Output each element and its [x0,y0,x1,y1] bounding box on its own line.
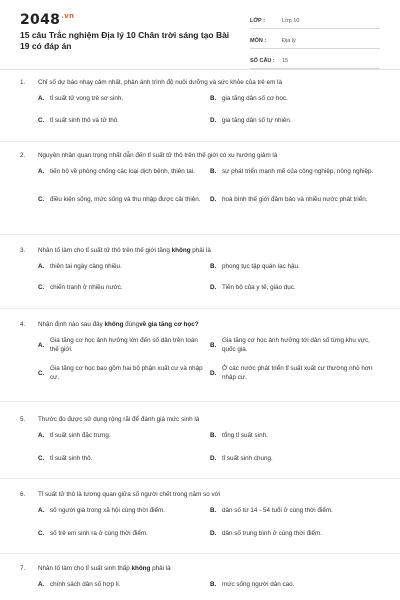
meta-label: MÔN : [250,38,267,44]
question-text [20,564,380,573]
option-letter: C. [38,455,45,462]
question-5 [20,415,380,462]
option-c[interactable] [38,116,119,125]
option-letter: D. [210,530,217,537]
option-letter: A. [38,581,45,588]
question-text-emphasis: không [104,321,124,328]
option-text: điều kiện sống, mức sống và thu nhập được cải thiện. [50,196,201,203]
option-a[interactable] [38,262,122,271]
option-text: số trẻ em sinh ra ở cùng thời điểm. [50,530,148,537]
question-divider [0,308,400,309]
option-d[interactable] [210,283,296,292]
question-text-pre: Nhận định nào sau đây [38,321,105,328]
question-number: 7. [20,565,26,572]
question-body: Thước đo được sử dụng rộng rãi để đánh giá mức sinh là [38,416,200,423]
option-letter: A. [38,341,45,349]
option-d[interactable] [210,454,273,463]
option-text: Gia tăng cơ học ảnh hưởng lớn đến số dân trên toàn thế giới. [50,337,198,353]
question-divider [0,141,400,142]
option-text: tỉ suất sinh thô. [50,455,93,462]
option-text: chiến tranh ở nhiều nước. [50,284,123,291]
question-number: 3. [20,247,26,254]
option-letter: C. [38,284,45,291]
option-text: mức sống người dân cao. [222,581,295,588]
question-divider [0,401,400,402]
option-letter: B. [210,581,217,588]
option-b[interactable] [210,167,375,176]
question-text [20,415,380,424]
question-divider [0,553,400,554]
option-d[interactable] [210,529,322,538]
option-letter: A. [38,263,45,270]
option-text: tổng tỉ suất sinh. [222,432,268,439]
option-letter: D. [210,117,217,124]
option-b[interactable] [210,336,375,354]
option-text: Tiến bộ của y tế, giáo dục. [222,284,296,291]
question-text [20,246,380,255]
option-text: gia tăng dân số tự nhiên. [222,117,292,124]
logo-main: 2048 [20,12,61,28]
meta-label: SỐ CÂU : [250,58,275,64]
question-text-post: phải là [190,247,211,254]
question-body [38,246,211,255]
question-text-post: phải là [150,565,171,572]
option-text: tỉ suất sinh thô và tử thô. [50,117,119,124]
option-text: Ở các nước phát triển tỉ suất xuất cư thường nhỏ hơn nhập cư. [222,365,373,381]
option-c[interactable] [38,283,123,292]
option-letter: A. [38,168,45,175]
option-text: dân số từ 14 - 54 tuổi ở cùng thời điểm. [222,507,333,514]
option-letter: B. [210,95,217,102]
option-letter: D. [210,284,217,291]
option-b[interactable] [210,262,300,271]
meta-row-subject [250,34,380,49]
question-body: Nguyên nhân quan trọng nhất dẫn đến tỉ suất tử thô trên thế giới có xu hướng giảm là [38,152,278,159]
question-body: Tỉ suất tử thô là tương quan giữa số người chết trong năm so với [38,491,221,498]
option-a[interactable] [38,336,203,354]
option-letter: D. [210,196,217,203]
meta-value: Lớp 10 [282,18,300,24]
option-letter: B. [210,341,217,349]
question-2 [20,151,380,203]
question-text-emphasis: không [171,247,191,254]
question-number: 5. [20,416,26,423]
question-7 [20,564,380,588]
option-text: Gia tăng cơ học ảnh hưởng tới dân số từng khu vực, quốc gia. [222,337,370,353]
question-body: Chỉ số dự báo nhạy cảm nhất, phản ánh trình độ nuôi dưỡng và sức khỏe của trẻ em là [38,79,282,86]
question-text [20,151,380,160]
option-c[interactable] [38,454,92,463]
option-text: tiến bộ về phòng chống các loại dịch bệnh, thiên tai. [50,168,195,175]
option-b[interactable] [210,580,294,589]
meta-row-count [250,54,380,69]
option-letter: B. [210,168,217,175]
question-body [38,564,171,573]
question-number: 2. [20,152,26,159]
question-4 [20,320,380,381]
question-text-post: đúng [123,321,140,328]
header [0,0,400,62]
option-letter: D. [210,455,217,462]
option-text: tỉ suất sinh chung. [222,455,273,462]
question-number: 4. [20,321,26,328]
option-a[interactable] [38,580,121,589]
option-letter: D. [210,369,217,377]
option-text: hoà bình thế giới đảm bảo và nhiều nước phát triển. [222,196,368,203]
option-d[interactable] [210,195,375,204]
option-text: Gia tăng cơ học bao gồm hai bộ phận xuất cư và nhập cư. [50,365,203,381]
option-b[interactable] [210,431,268,440]
question-divider [0,478,400,479]
meta-value: Địa lý [282,38,296,44]
option-d[interactable] [210,364,375,382]
question-6 [20,490,380,537]
question-text-pre: Nhân tố làm cho tỉ suất sinh thấp [38,565,132,572]
option-c[interactable] [38,364,203,382]
logo-suffix: .vn [61,12,75,20]
option-letter: A. [38,507,45,514]
question-text-pre: Nhân tố làm cho tỉ suất tử thô trên thế giới tăng [38,247,172,254]
option-c[interactable] [38,195,203,204]
option-text: tỉ suất sinh đặc trưng. [50,432,111,439]
question-body [38,320,199,329]
question-3 [20,246,380,291]
page-title: 15 câu Trắc nghiệm Địa lý 10 Chân trời sáng tạo Bài 19 có đáp án [20,30,230,51]
option-letter: C. [38,530,45,537]
meta-panel [250,14,380,74]
option-letter: B. [210,432,217,439]
option-text: thiên tai ngày càng nhiều. [50,263,122,270]
option-b[interactable] [210,94,288,103]
header-divider [0,69,400,70]
option-letter: A. [38,432,45,439]
question-number: 1. [20,79,26,86]
option-a[interactable] [38,167,203,176]
question-text [20,320,380,329]
option-c[interactable] [38,529,148,538]
question-text-emphasis: không [131,565,151,572]
option-text: số người già trong xã hội cùng thời điểm. [50,507,166,514]
option-letter: A. [38,95,45,102]
option-text: tỉ suất tử vong trẻ sơ sinh. [50,95,124,102]
meta-label: LỚP : [250,18,265,24]
option-letter: B. [210,263,217,270]
option-b[interactable] [210,506,333,515]
question-text [20,490,380,499]
site-logo[interactable] [20,12,74,28]
option-letter: C. [38,369,45,377]
option-a[interactable] [38,506,165,515]
option-text: gia tăng dân số cơ học. [222,95,288,102]
option-text: sự phát triển mạnh mẽ của công nghiệp, nông nghiệp. [222,168,374,175]
option-d[interactable] [210,116,292,125]
option-a[interactable] [38,94,123,103]
question-1 [20,78,380,124]
question-number: 6. [20,491,26,498]
option-text: chính sách dân số hợp lí. [50,581,121,588]
question-text-emphasis-2: về gia tăng cơ học? [139,321,199,328]
option-letter: C. [38,196,45,203]
option-text: dân số trung bình ở cùng thời điểm. [222,530,322,537]
meta-row-class [250,14,380,29]
option-letter: C. [38,117,45,124]
option-a[interactable] [38,431,111,440]
question-text [20,78,380,87]
option-letter: B. [210,507,217,514]
question-divider [0,234,400,235]
meta-value: 15 [282,58,289,64]
option-text: phong tục tập quán lạc hậu. [222,263,300,270]
